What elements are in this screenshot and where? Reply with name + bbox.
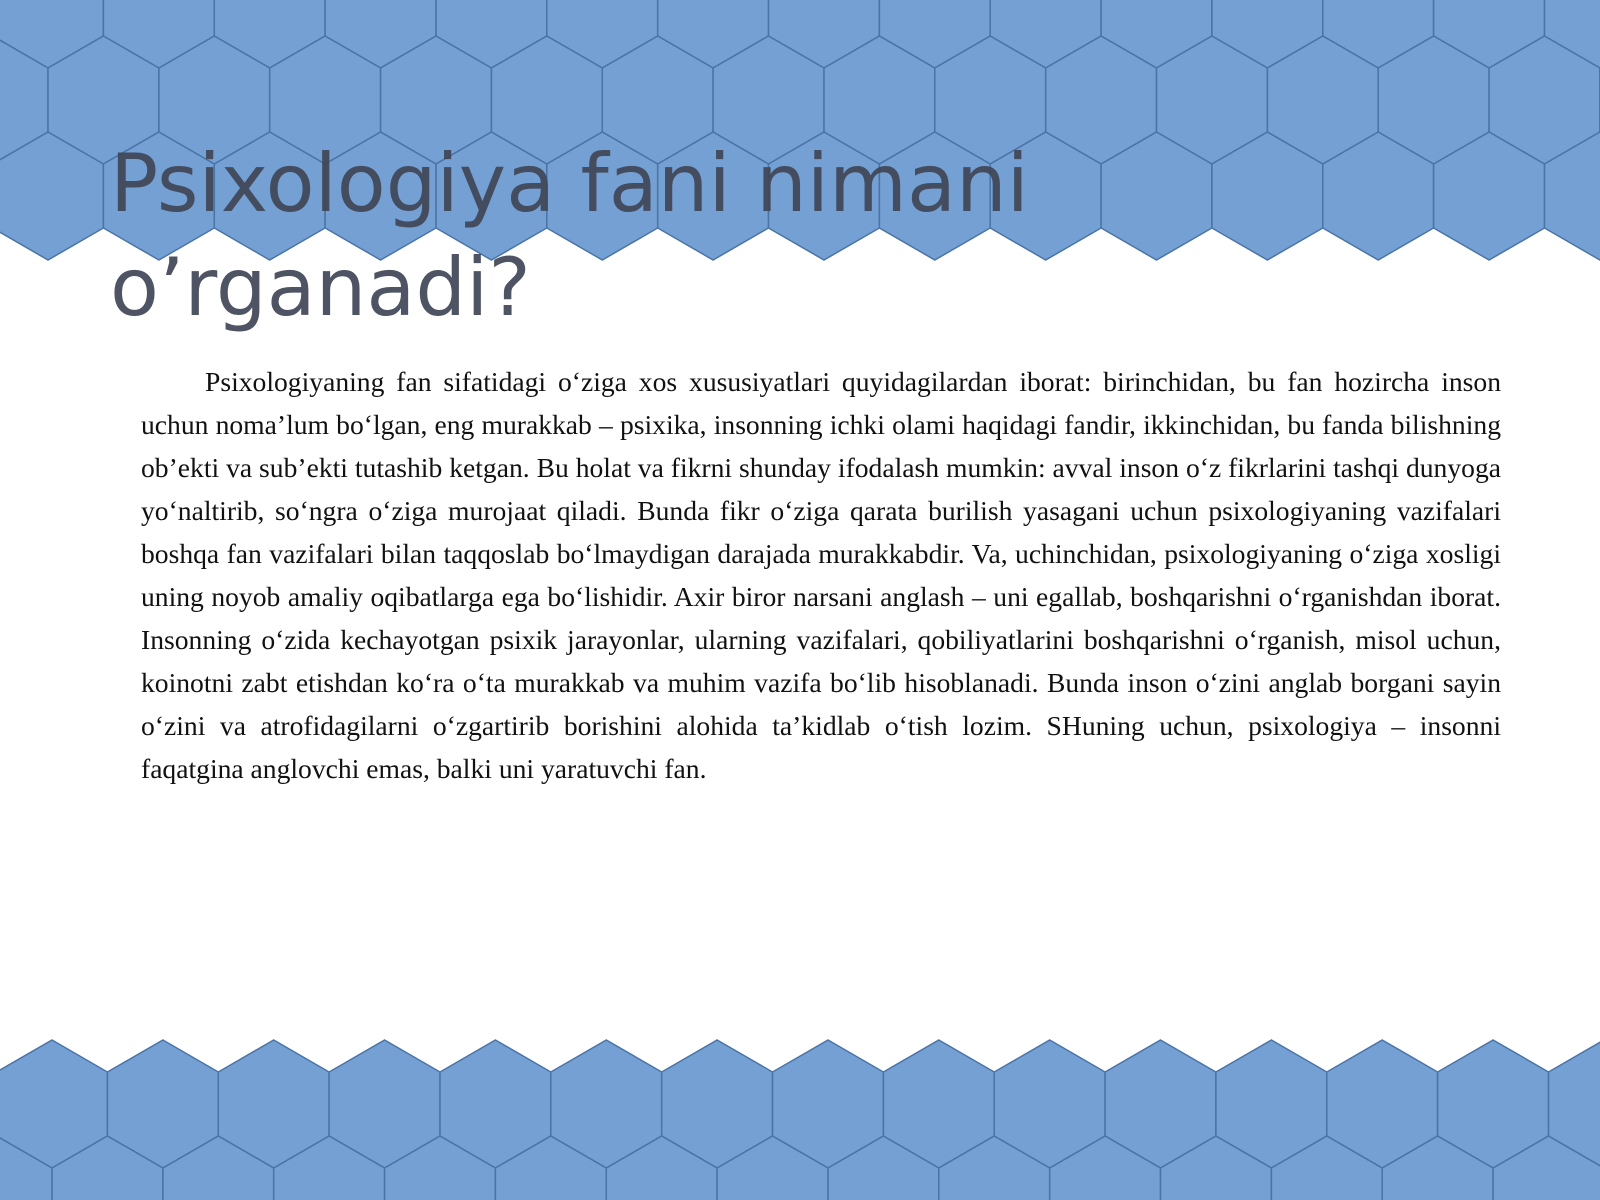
slide-title: Psixologiya fani nimani o’rganadi? [110, 137, 1029, 334]
slide-body-text: Psixologiyaning fan sifatidagi o‘ziga xos xususiyatlari quyidagilardan iborat: birinchidan, bu fan hozircha inson uchun noma’lum bo‘lgan, eng murakkab – psixika, insonning ichki olami haqidagi fandir, ikkinchidan, bu fanda bilishning ob’ekti va sub’ekti tutashib ketgan. Bu holat va fikrni shunday ifodalash mumkin: avval inson o‘z fikrlarini tashqi dunyoga yo‘naltirib, so‘ngra o‘ziga murojaat qiladi. Bunda fikr o‘ziga qarata burilish yasagani uchun psixologiyaning vazifalari boshqa fan vazifalari bilan taqqoslab bo‘lmaydigan darajada murakkabdir. Va, uchinchidan, psixologiyaning o‘ziga xosligi uning noyob amaliy oqibatlarga ega bo‘lishidir. Axir biror narsani anglash – uni egallab, boshqarishni o‘rganishdan iborat. Insonning o‘zida kechayotgan psixik jarayonlar, ularning vazifalari, qobiliyatlarini boshqarishni o‘rganish, misol uchun, koinotni zabt etishdan ko‘ra o‘ta murakkab va muhim vazifa bo‘lib hisoblanadi. Bunda inson o‘zini anglab borgani sayin o‘zini va atrofidagilarni o‘zgartirib borishini alohida ta’kidlab o‘tish lozim. SHuning uchun, psixologiya – insonni faqatgina anglovchi emas, balki uni yaratuvchi fan. [141, 366, 1501, 784]
bottom-hexagon-band [0, 1040, 1600, 1200]
